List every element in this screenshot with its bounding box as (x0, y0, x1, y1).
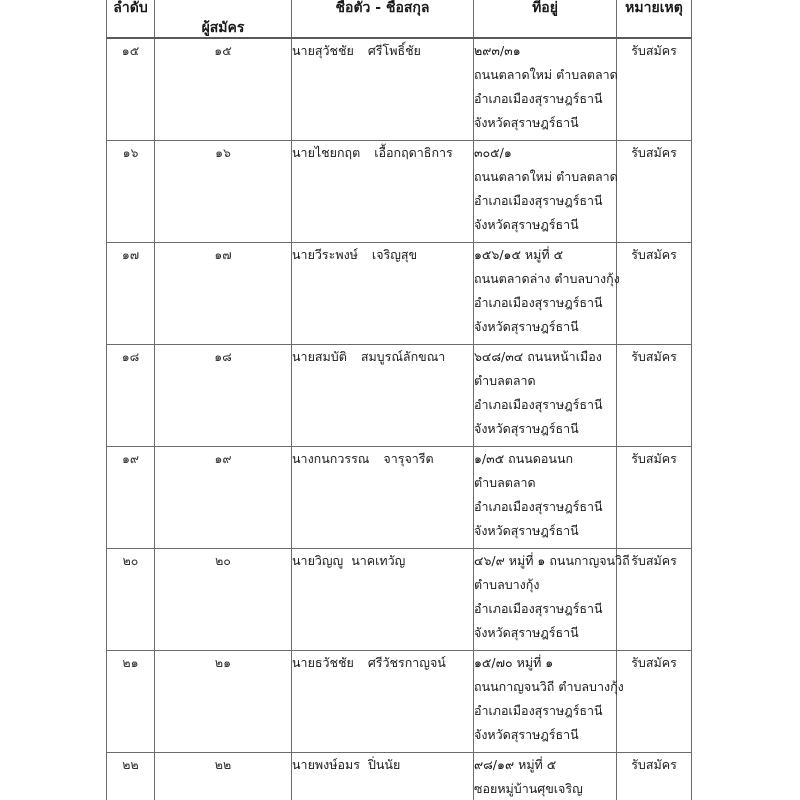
cell-name (292, 753, 474, 800)
address-line: ถนนตลาดใหม่ ตำบลตลาด (474, 169, 618, 184)
address-line: ๑๕๖/๑๕ หมู่ที่ ๕ (474, 247, 564, 262)
cell-applicant-no: ๑๖ (155, 141, 292, 243)
header-name-label: ชื่อตัว - ชื่อสกุล (335, 0, 430, 16)
address-line: ตำบลบางกุ้ง (474, 577, 540, 592)
first-name: นายวิญญู (292, 553, 344, 568)
table-header-row (107, 0, 692, 38)
cell-applicant-no: ๑๕ (155, 38, 292, 141)
cell-order: ๑๘ (107, 345, 155, 447)
address-line: ตำบลตลาด (474, 475, 536, 490)
address-line: ถนนตลาดใหม่ ตำบลตลาด (474, 67, 618, 82)
first-name: นายสุวัชชัย (292, 43, 354, 58)
cell-address (474, 243, 620, 345)
address-line: จังหวัดสุราษฎร์ธานี (474, 115, 579, 130)
cell-applicant-no: ๒๑ (155, 651, 292, 753)
header-applicant-no-line2: ผู้สมัคร (201, 20, 245, 36)
address-line: จังหวัดสุราษฎร์ธานี (474, 625, 579, 640)
first-name: นายไชยกฤต (292, 145, 361, 160)
address-line: ถนนตลาดล่าง ตำบลบางกุ้ง (474, 271, 620, 286)
cell-name (292, 549, 474, 651)
cell-note: รับสมัคร (617, 38, 692, 141)
table-row (107, 141, 692, 243)
address-line: จังหวัดสุราษฎร์ธานี (474, 523, 579, 538)
first-name: นายวีระพงษ์ (292, 247, 358, 262)
address-line: ๑๕/๗๐ หมู่ที่ ๑ (474, 655, 554, 670)
address-line: อำเภอเมืองสุราษฎร์ธานี (474, 601, 603, 616)
cell-note: รับสมัคร (617, 651, 692, 753)
applicant-table (106, 0, 692, 800)
cell-order: ๒๒ (107, 753, 155, 800)
table-row (107, 753, 692, 800)
cell-order: ๒๑ (107, 651, 155, 753)
address-line: อำเภอเมืองสุราษฎร์ธานี (474, 295, 603, 310)
cell-applicant-no: ๑๗ (155, 243, 292, 345)
cell-note: รับสมัคร (617, 243, 692, 345)
last-name: จารุจารีต (383, 451, 434, 466)
address-line: ๔๖/๙ หมู่ที่ ๑ ถนนกาญจนวิถี (474, 553, 630, 568)
cell-address (474, 651, 624, 753)
cell-name (292, 141, 474, 243)
address-line: จังหวัดสุราษฎร์ธานี (474, 319, 579, 334)
table-row (107, 345, 692, 447)
last-name: สมบูรณ์ลักขณา (360, 349, 446, 364)
cell-address (474, 38, 617, 141)
cell-note: รับสมัคร (617, 141, 692, 243)
cell-order: ๒๐ (107, 549, 155, 651)
table-row (107, 38, 692, 141)
last-name: ปิ่นนัย (367, 757, 401, 772)
address-line: ถนนกาญจนวิถี ตำบลบางกุ้ง (474, 679, 624, 694)
first-name: นายธวัชชัย (292, 655, 354, 670)
last-name: เอื้อกฤดาธิการ (374, 145, 453, 160)
header-order-label: ลำดับ (113, 0, 148, 16)
table-row (107, 549, 692, 651)
first-name: นายสมบัติ (292, 349, 347, 364)
header-applicant-no (155, 0, 292, 38)
cell-name (292, 38, 474, 141)
address-line: ตำบลตลาด (474, 373, 536, 388)
cell-applicant-no: ๒๒ (155, 753, 292, 800)
cell-name (292, 651, 474, 753)
last-name: นาคเทวัญ (351, 553, 406, 568)
cell-order: ๑๖ (107, 141, 155, 243)
address-line: อำเภอเมืองสุราษฎร์ธานี (474, 703, 603, 718)
address-line: อำเภอเมืองสุราษฎร์ธานี (474, 499, 603, 514)
address-line: จังหวัดสุราษฎร์ธานี (474, 217, 579, 232)
header-order (107, 0, 155, 38)
first-name: นางกนกวรรณ (292, 451, 370, 466)
address-line: ๑/๓๕ ถนนดอนนก (474, 451, 574, 466)
header-address-label: ที่อยู่ (532, 0, 558, 16)
cell-order: ๑๙ (107, 447, 155, 549)
cell-applicant-no: ๑๙ (155, 447, 292, 549)
cell-note: รับสมัคร (617, 447, 692, 549)
table-row (107, 447, 692, 549)
cell-applicant-no: ๑๘ (155, 345, 292, 447)
cell-name (292, 345, 474, 447)
header-address (474, 0, 617, 38)
address-line: จังหวัดสุราษฎร์ธานี (474, 727, 579, 742)
first-name: นายพงษ์อมร (292, 757, 360, 772)
cell-address (474, 549, 630, 651)
cell-order: ๑๕ (107, 38, 155, 141)
cell-address (474, 753, 617, 800)
cell-note: รับสมัคร (617, 753, 692, 800)
cell-note: รับสมัคร (617, 549, 692, 651)
address-line: อำเภอเมืองสุราษฎร์ธานี (474, 91, 603, 106)
header-name (292, 0, 474, 38)
address-line: ๒๙๓/๓๑ (474, 43, 521, 58)
header-note-label: หมายเหตุ (625, 0, 683, 16)
header-note (617, 0, 692, 38)
address-line: จังหวัดสุราษฎร์ธานี (474, 421, 579, 436)
cell-applicant-no: ๒๐ (155, 549, 292, 651)
cell-order: ๑๗ (107, 243, 155, 345)
cell-address (474, 447, 617, 549)
table-row (107, 243, 692, 345)
cell-address (474, 141, 617, 243)
last-name: ศรีโพธิ์ชัย (367, 43, 421, 58)
cell-note: รับสมัคร (617, 345, 692, 447)
address-line: อำเภอเมืองสุราษฎร์ธานี (474, 397, 603, 412)
address-line: อำเภอเมืองสุราษฎร์ธานี (474, 193, 603, 208)
cell-name (292, 243, 474, 345)
address-line: ๖๔๘/๓๔ ถนนหน้าเมือง (474, 349, 602, 364)
table-row (107, 651, 692, 753)
last-name: ศรีวัชรกาญจน์ (367, 655, 446, 670)
address-line: ๙๘/๑๙ หมู่ที่ ๕ (474, 757, 557, 772)
last-name: เจริญสุข (371, 247, 418, 262)
address-line: ๓๐๕/๑ (474, 145, 512, 160)
cell-address (474, 345, 617, 447)
address-line: ซอยหมู่บ้านศุขเจริญ (474, 781, 583, 796)
cell-name (292, 447, 474, 549)
